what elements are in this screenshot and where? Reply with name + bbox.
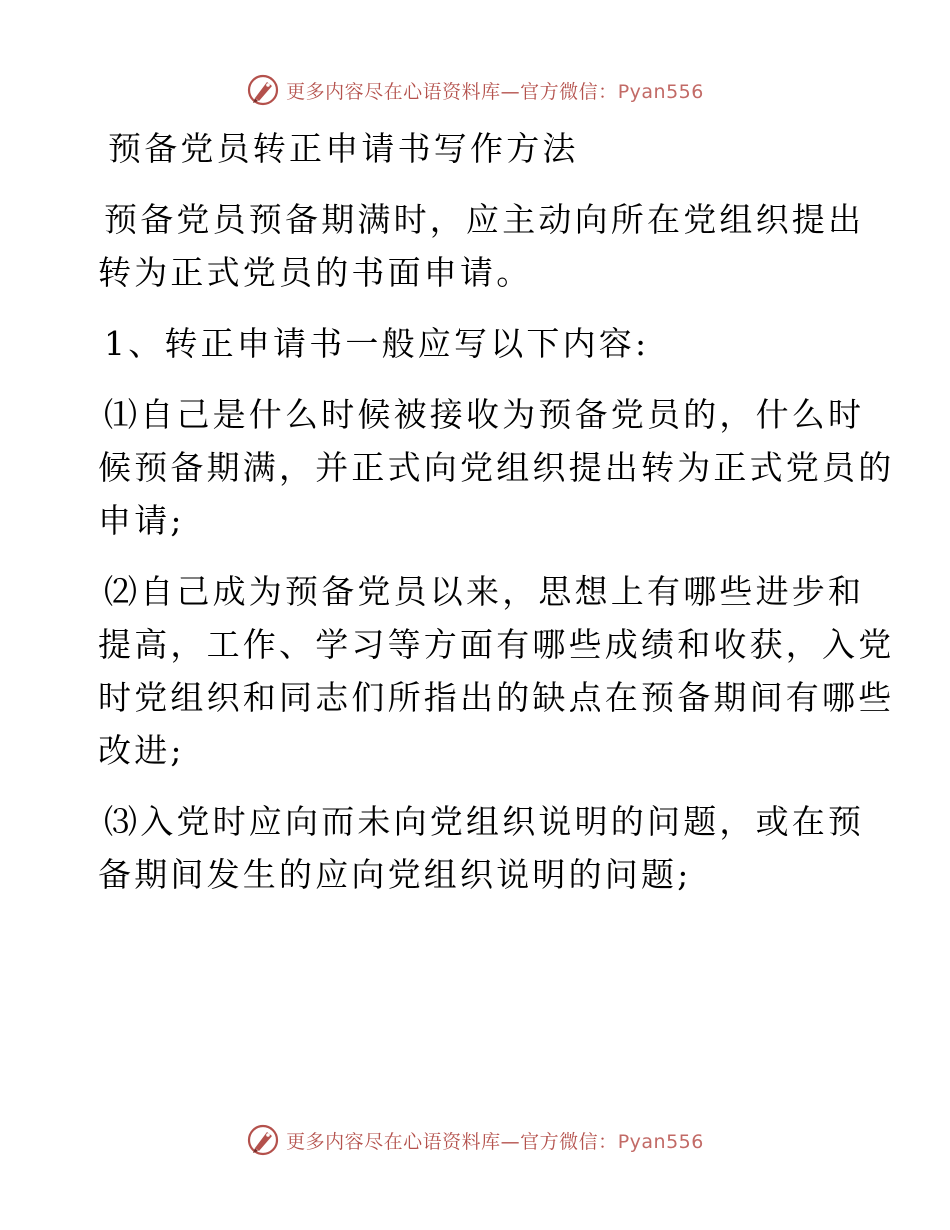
- item-2-line-2: 提高，工作、学习等方面有哪些成绩和收获，入党: [98, 625, 895, 664]
- document-body: [98, 122, 895, 901]
- item-1-line-3: 申请;: [98, 501, 185, 540]
- intro-paragraph: [98, 193, 865, 299]
- pen-nib-logo-icon: [246, 73, 280, 107]
- intro-line-2: 转为正式党员的书面申请。: [98, 253, 533, 292]
- spacer: [98, 547, 850, 565]
- watermark-wechat-id: Pyan556: [617, 1130, 704, 1153]
- spacer: [98, 175, 850, 193]
- watermark-text: [286, 1127, 704, 1154]
- watermark-site-text: 更多内容尽在心语资料库: [286, 1130, 501, 1153]
- spacer: [98, 299, 850, 317]
- item-1-line-1: ⑴自己是什么时候被接收为预备党员的，什么时: [104, 395, 865, 434]
- item-2-line-1: ⑵自己成为预备党员以来，思想上有哪些进步和: [104, 572, 865, 611]
- item-1-paragraph: [98, 388, 895, 547]
- item-3-paragraph: [98, 795, 865, 901]
- item-2-paragraph: [98, 565, 895, 777]
- item-3-line-1: ⑶入党时应向而未向党组织说明的问题，或在预: [104, 802, 865, 841]
- watermark-wechat-label: 官方微信：: [520, 1130, 618, 1153]
- item-1-line-2: 候预备期满，并正式向党组织提出转为正式党员的: [98, 448, 895, 487]
- footer-watermark: [0, 1120, 950, 1160]
- watermark-dash: —: [500, 1130, 521, 1153]
- watermark-wechat-label: 官方微信：: [520, 80, 618, 103]
- item-3-line-2: 备期间发生的应向党组织说明的问题;: [98, 855, 692, 894]
- item-2-line-3: 时党组织和同志们所指出的缺点在预备期间有哪些: [98, 678, 895, 717]
- spacer: [98, 370, 850, 388]
- spacer: [98, 777, 850, 795]
- item-2-line-4: 改进;: [98, 731, 185, 770]
- watermark-wechat-id: Pyan556: [617, 80, 704, 103]
- pen-nib-logo-icon: [246, 1123, 280, 1157]
- document-title: 预备党员转正申请书写作方法: [108, 129, 579, 168]
- intro-line-1: 预备党员预备期满时，应主动向所在党组织提出: [104, 200, 865, 239]
- watermark-site-text: 更多内容尽在心语资料库: [286, 80, 501, 103]
- watermark-text: [286, 77, 704, 104]
- header-watermark: [0, 70, 950, 110]
- section-1-heading: 1、转正申请书一般应写以下内容:: [104, 324, 650, 363]
- watermark-dash: —: [500, 80, 521, 103]
